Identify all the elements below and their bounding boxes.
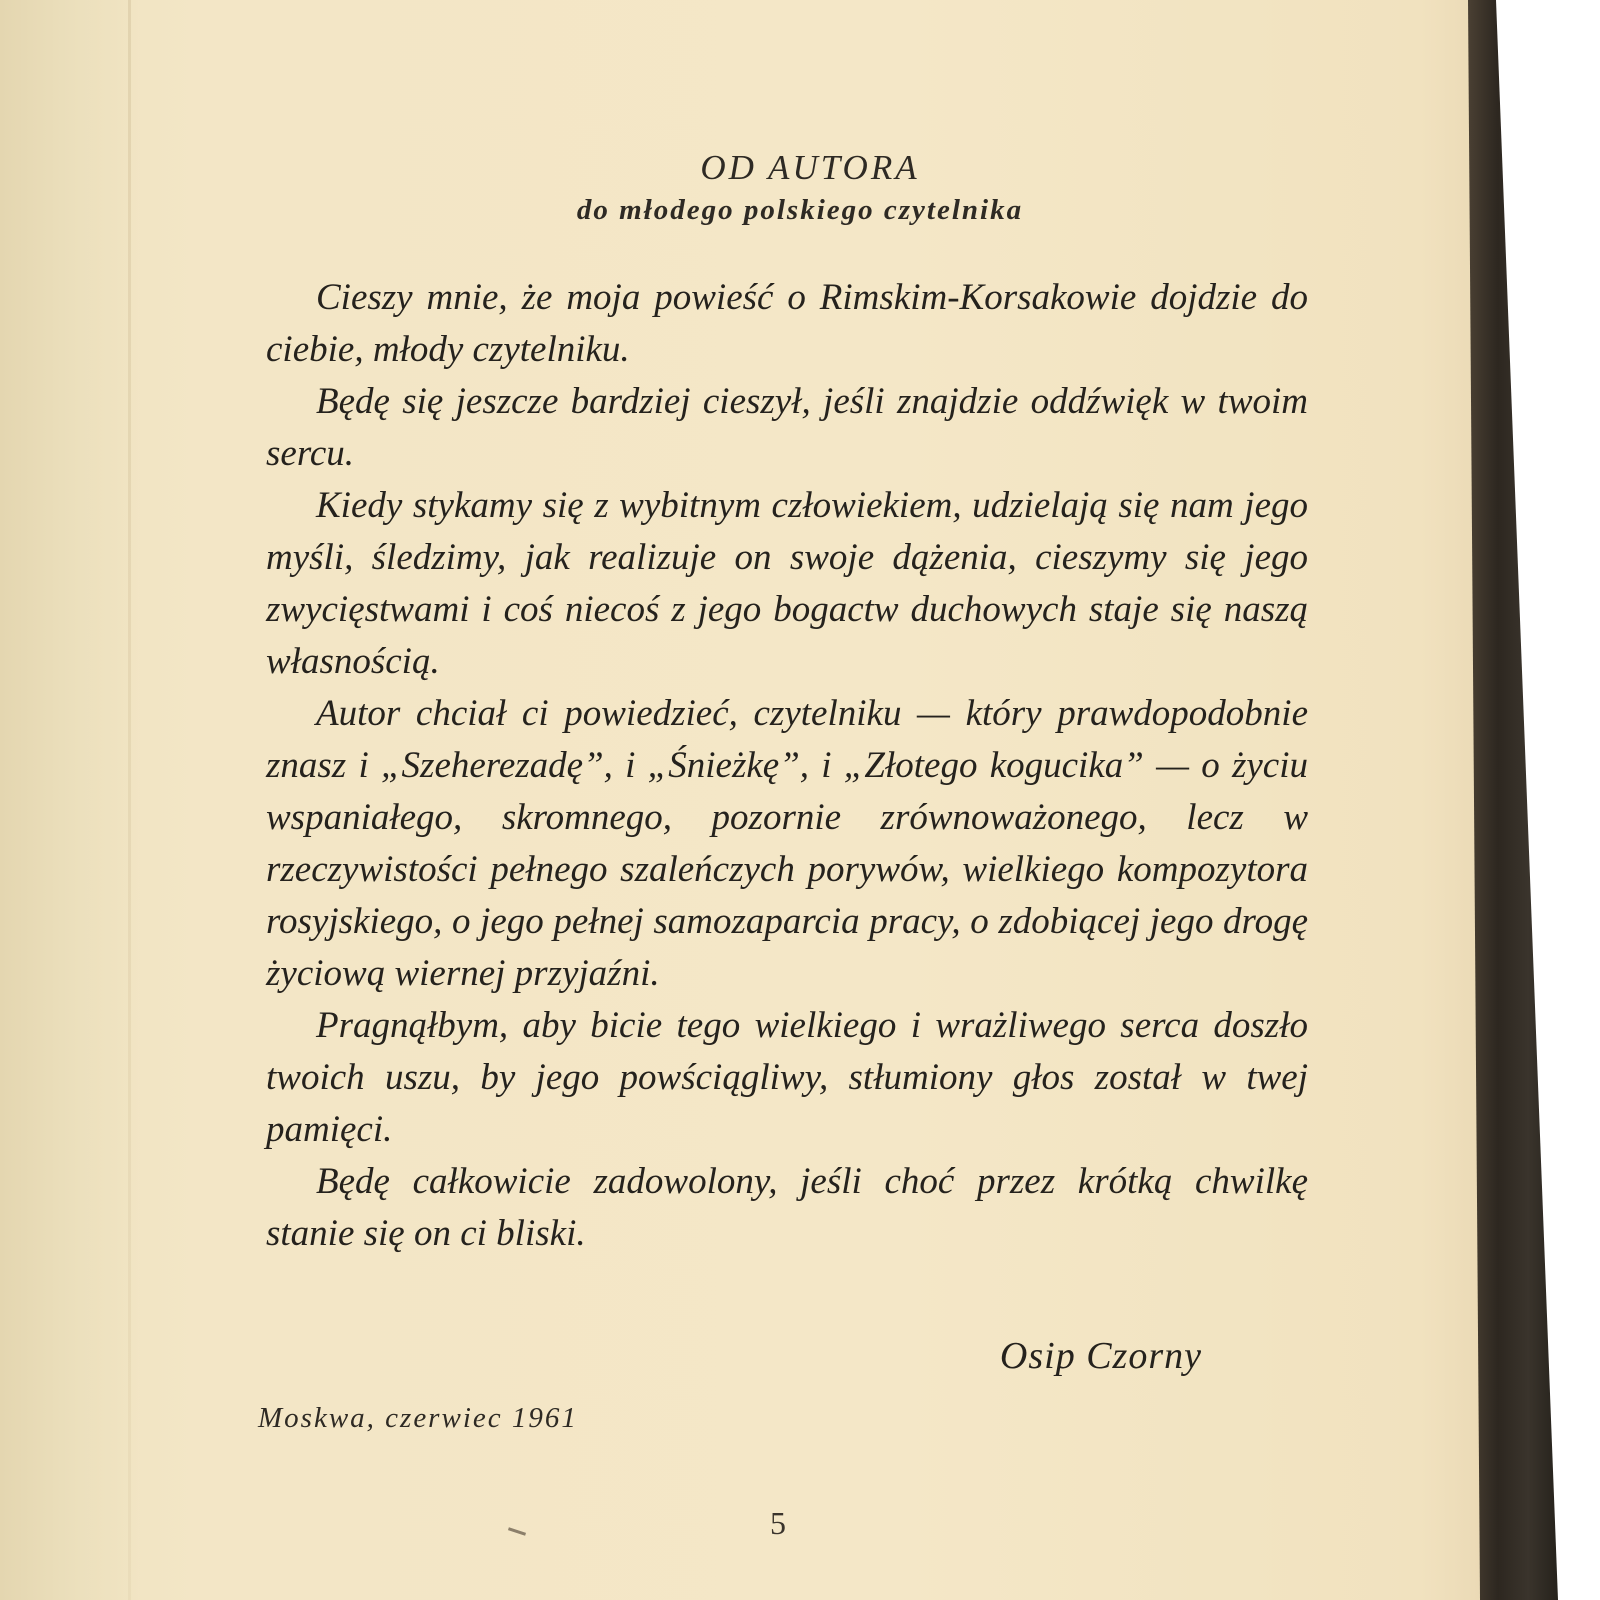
book-cover-edge [1468,0,1558,1600]
paragraph-1: Cieszy mnie, że moja powieść o Rimskim-Korsakowie dojdzie do ciebie, młody czytelniku. [266,277,1308,370]
paragraph-5: Pragnąłbym, aby bicie tego wielkiego i wrażliwego serca doszło twoich uszu, by jego powściągliwy, stłumiony głos został w twej pamięci. [266,1005,1308,1150]
paragraph-4: Autor chciał ci powiedzieć, czytelniku — który prawdopodobnie znasz i „Szeherezadę”, i „Śnieżkę”, i „Złotego kogucika” — o życiu wspaniałego, skromnego, pozornie zrównoważonego, lecz w rzeczywistości pełnego szaleńczych porywów, wielkiego kompozytora rosyjskiego, o jego pełnej samozaparcia pracy, o zdobiącej jego drogę życiową wiernej przyjaźni. [266,693,1308,994]
body-text [266,272,1308,1260]
paragraph-2: Będę się jeszcze bardziej cieszył, jeśli znajdzie oddźwięk w twoim sercu. [266,381,1308,474]
gutter-crease [128,0,131,1600]
ink-mark [508,1527,526,1535]
author-signature: Osip Czorny [999,1335,1202,1377]
place-and-date: Moskwa, czerwiec 1961 [258,1402,578,1434]
paragraph-6: Będę całkowicie zadowolony, jeśli choć przez krótką chwilkę stanie się on ci bliski. [266,1161,1308,1254]
page-subtitle: do młodego polskiego czytelnika [576,194,1024,226]
page-gutter [0,0,140,1600]
page-title: OD AUTORA [700,148,920,187]
page-number: 5 [770,1505,786,1541]
paragraph-3: Kiedy stykamy się z wybitnym człowiekiem, udzielają się nam jego myśli, śledzimy, jak realizuje on swoje dążenia, cieszymy się jego zwycięstwami i coś niecoś z jego bogactw duchowych staje się naszą własnością. [266,485,1308,682]
